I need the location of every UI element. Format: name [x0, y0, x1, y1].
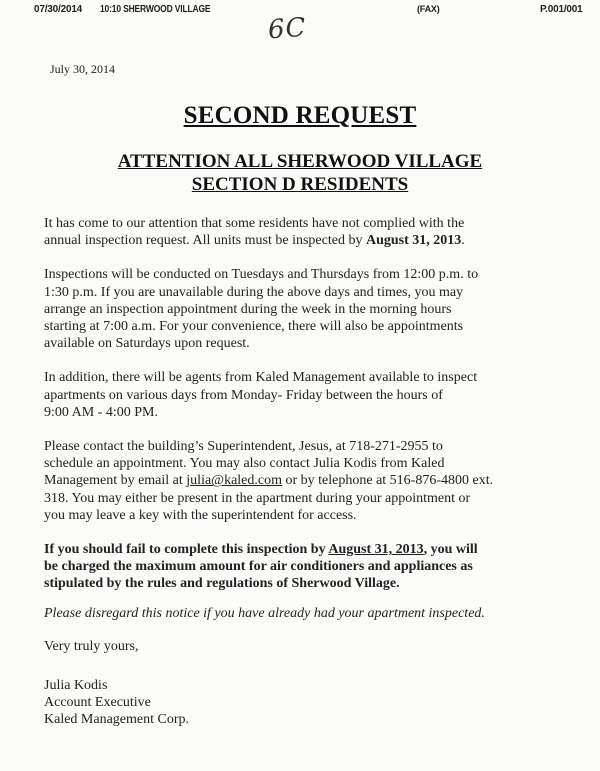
- text-line: [44, 541, 564, 558]
- deadline-date: August 31, 2013: [365, 233, 462, 249]
- text-line: In addition, there will be agents from Kaled Management available to inspect: [44, 370, 478, 386]
- text-line: 9:00 AM - 4:00 PM.: [44, 404, 158, 420]
- text-line: be charged the maximum amount for air conditioners and appliances as: [44, 559, 473, 575]
- text-line: you may leave a key with the superintendent for access.: [44, 507, 357, 523]
- text-line: available on Saturdays upon request.: [44, 336, 250, 352]
- signature-company: Kaled Management Corp.: [44, 712, 190, 728]
- text-run: or by telephone at 516-876-4800 ext.: [282, 473, 494, 489]
- text-run: , you will: [423, 542, 478, 558]
- text-run: annual inspection request. All units must be inspected by: [44, 233, 366, 249]
- paragraph-disregard: [44, 605, 564, 622]
- text-run: If you should fail to complete this inspection by: [44, 542, 329, 558]
- fax-page-number: P.001/001: [540, 4, 583, 15]
- paragraph-warning: [44, 541, 564, 593]
- text-run: .: [461, 233, 465, 249]
- fax-date: 07/30/2014: [34, 4, 83, 15]
- paragraph-agents: [44, 369, 564, 421]
- letter-date: July 30, 2014: [50, 62, 116, 76]
- closing: Very truly yours,: [44, 638, 139, 654]
- handwritten-note: 6C: [267, 12, 308, 46]
- text-line: [44, 232, 564, 249]
- text-line: 1:30 p.m. If you are unavailable during the above days and times, you may: [44, 284, 464, 300]
- signature-name: Julia Kodis: [44, 678, 108, 694]
- signature-title: Account Executive: [44, 695, 151, 711]
- paragraph-contact: [44, 438, 564, 524]
- text-line: arrange an inspection appointment during the week in the morning hours: [44, 301, 452, 317]
- text-line: apartments on various days from Monday- Friday between the hours of: [44, 387, 443, 403]
- subtitle-line: SECTION D RESIDENTS: [191, 174, 409, 195]
- text-line: Please disregard this notice if you have already had your apartment inspected.: [44, 605, 485, 621]
- email-link[interactable]: julia@kaled.com: [186, 473, 282, 489]
- text-line: stipulated by the rules and regulations of Sherwood Village.: [44, 576, 400, 592]
- text-line: starting at 7:00 a.m. For your convenience, there will also be appointments: [44, 319, 464, 335]
- subtitle: [0, 150, 600, 196]
- text-line: Inspections will be conducted on Tuesdays and Thursdays from 12:00 p.m. to: [44, 267, 479, 283]
- paragraph-schedule: [44, 266, 564, 352]
- page-title: SECOND REQUEST: [183, 102, 417, 129]
- text-line: Please contact the building’s Superintendent, Jesus, at 718-271-2955 to: [44, 439, 443, 455]
- paragraph-compliance: [44, 215, 564, 249]
- subtitle-line: ATTENTION ALL SHERWOOD VILLAGE: [117, 151, 483, 172]
- text-line: It has come to our attention that some residents have not complied with the: [44, 216, 465, 231]
- letter-body: [44, 215, 564, 729]
- text-line: [44, 472, 564, 489]
- signature-block: [44, 677, 564, 729]
- deadline-date: August 31, 2013: [328, 542, 424, 558]
- fax-label: (FAX): [417, 4, 440, 14]
- text-run: Management by email at: [44, 473, 187, 489]
- fax-time-location: 10:10 SHERWOOD VILLAGE: [100, 4, 211, 15]
- text-line: schedule an appointment. You may also contact Julia Kodis from Kaled: [44, 456, 445, 472]
- text-line: 318. You may either be present in the apartment during your appointment or: [44, 490, 471, 506]
